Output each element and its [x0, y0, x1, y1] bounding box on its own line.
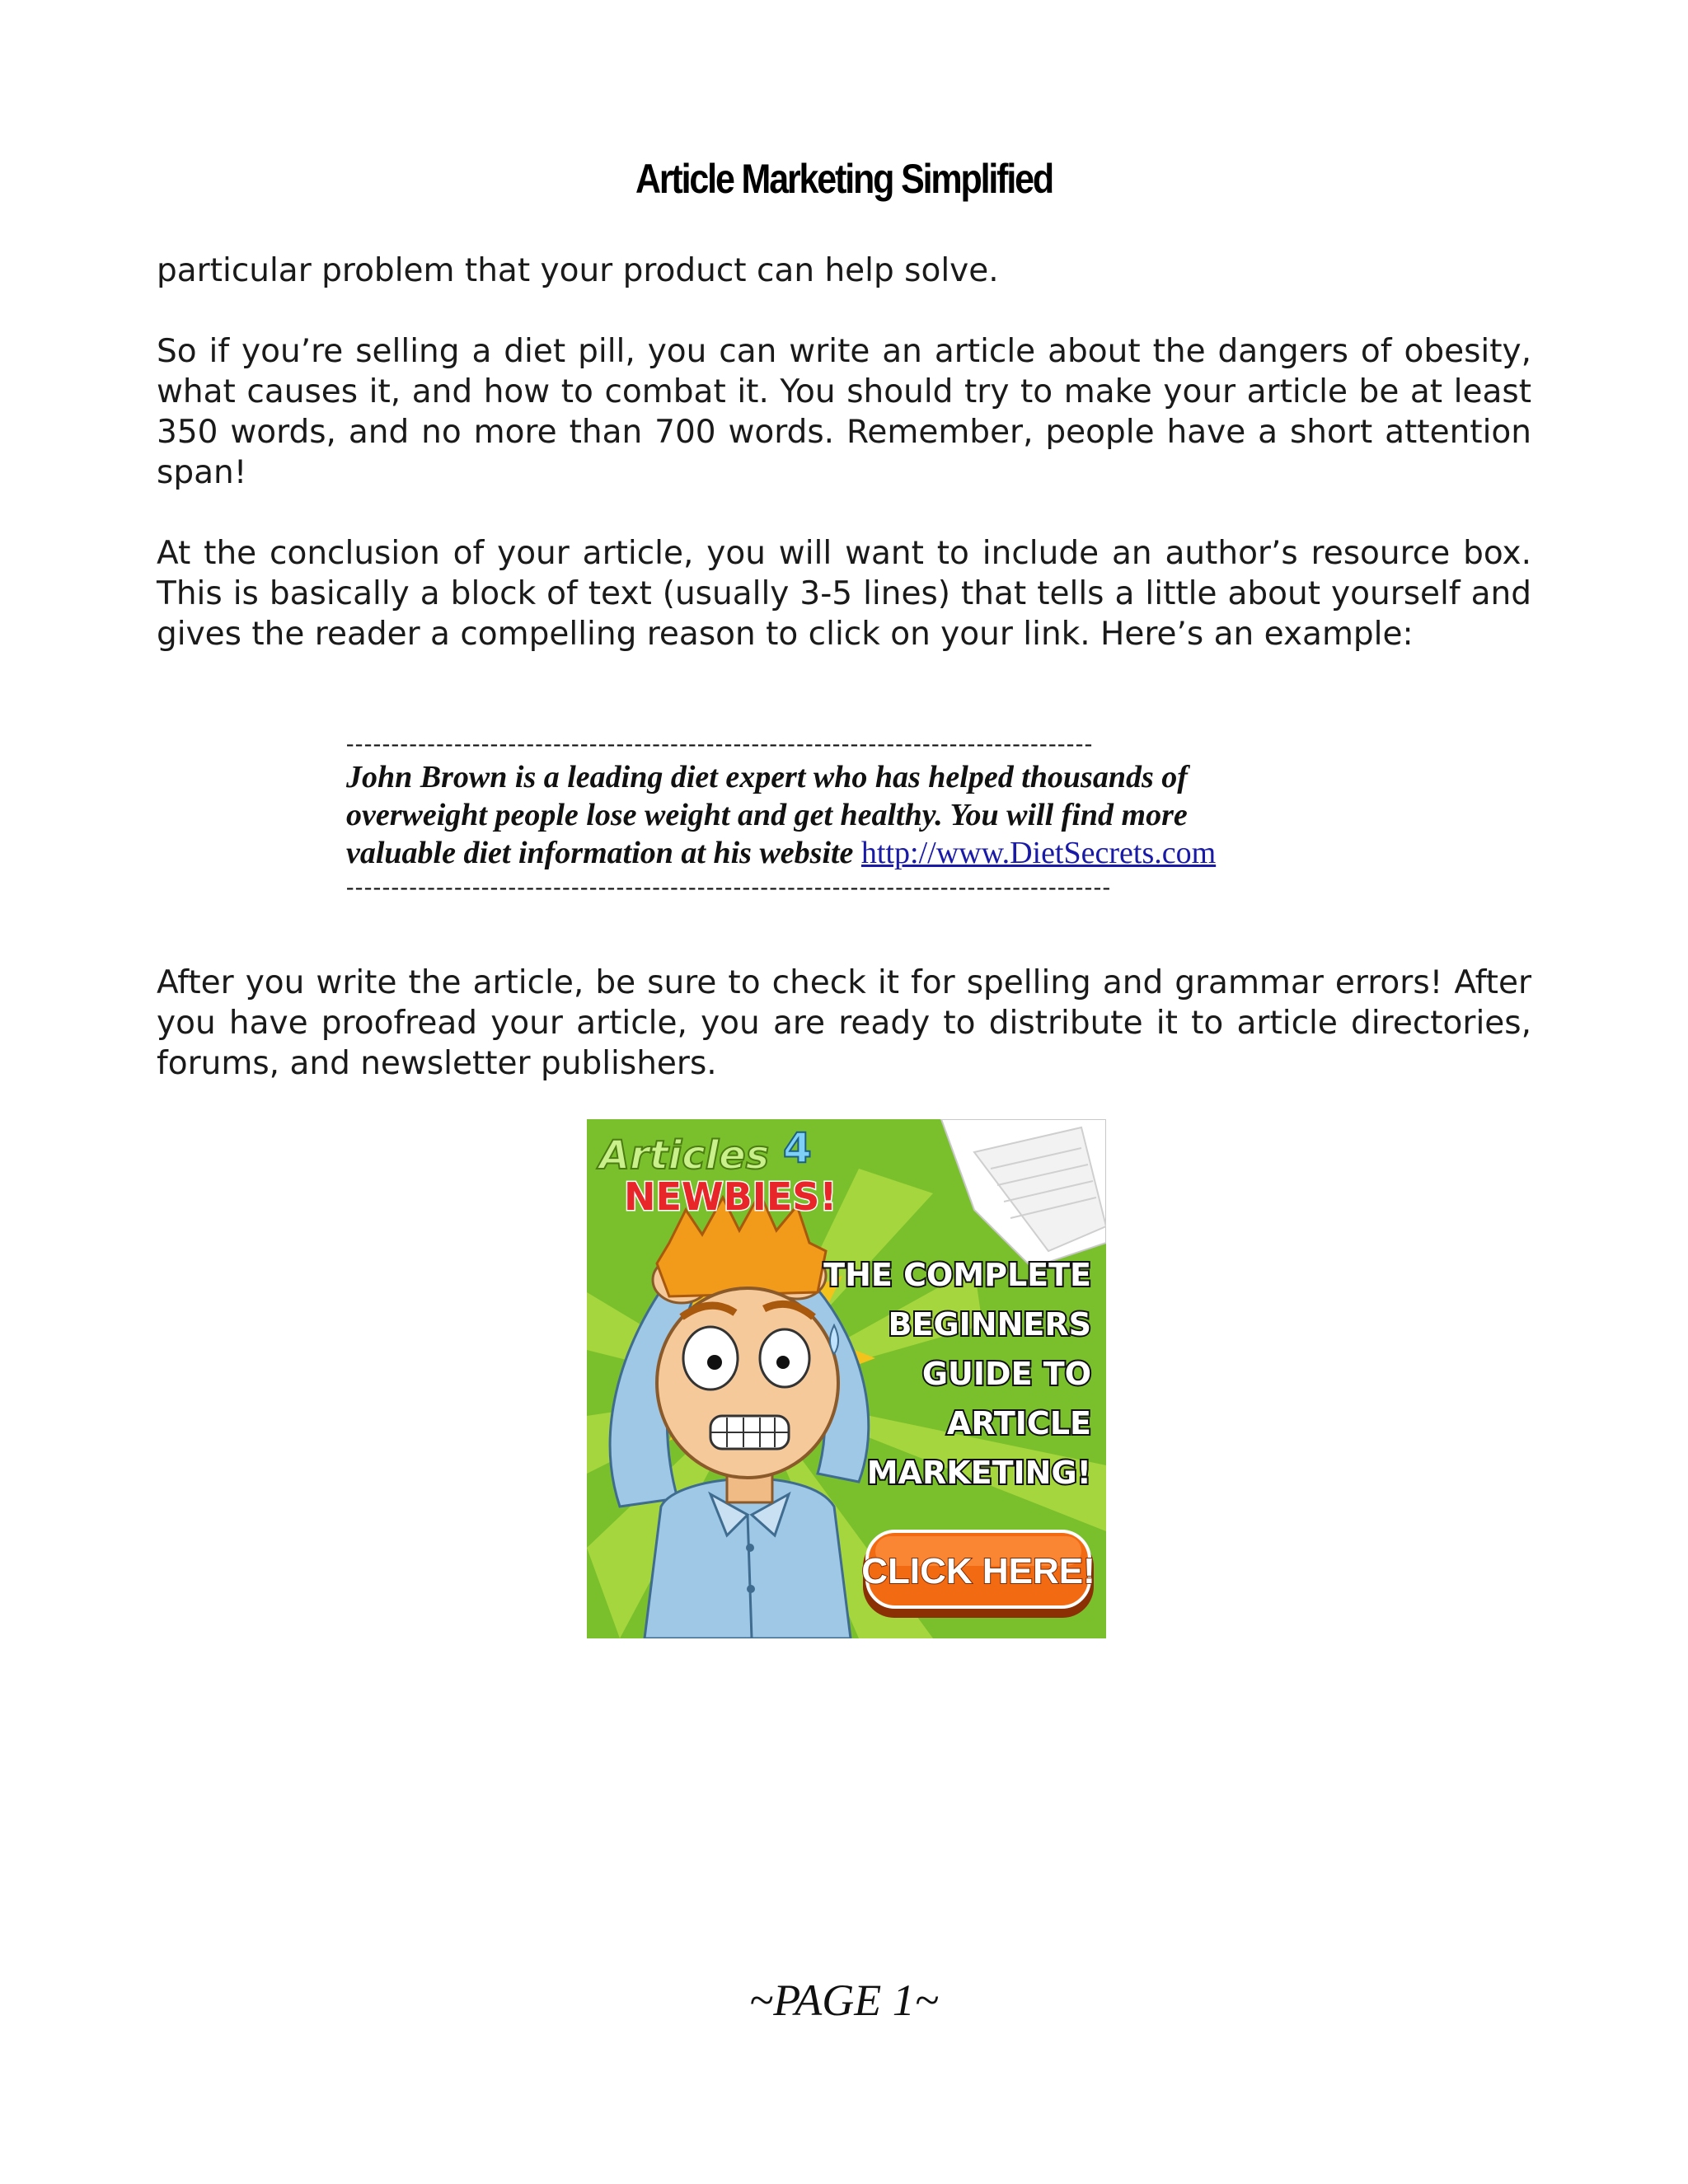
paragraph-proofread: After you write the article, be sure to check it for spelling and grammar errors! After you have proofread your article, you are ready to distribute it to article directories, forums, and newsletter publishers.: [157, 964, 1531, 1082]
banner-line-4: ARTICLE: [946, 1405, 1091, 1441]
banner-line-3: GUIDE TO: [921, 1356, 1091, 1392]
resource-box-link[interactable]: http://www.DietSecrets.com: [860, 836, 1217, 870]
click-here-button[interactable]: [861, 1531, 1095, 1618]
paragraph-intro: particular problem that your product can help solve.: [157, 252, 999, 289]
resource-box-top-divider: -----------------------------------------------------------------------------------: [346, 732, 1094, 757]
banner-line-2: BEGINNERS: [888, 1306, 1091, 1343]
author-resource-box: [346, 732, 1368, 900]
banner-line-5: MARKETING!: [866, 1455, 1091, 1491]
resource-box-bio: John Brown is a leading diet expert who has helped thousands of overweight people lose weight and get healthy. You will find more valuable diet information at his website: [346, 760, 1188, 870]
paragraph-diet-pill-example: So if you’re selling a diet pill, you can write an article about the dangers of obesity, what causes it, and how to combat it. You should try to make your article be at least 350 words, and no more than 700 words. Remember, people have a short attention span!: [157, 333, 1531, 491]
resource-box-text: [346, 758, 1286, 872]
click-here-label: CLICK HERE!: [861, 1551, 1095, 1591]
banner-line-1: THE COMPLETE: [823, 1257, 1091, 1293]
paragraph-resource-box: At the conclusion of your article, you will want to include an author’s resource box. This is basically a block of text (usually 3-5 lines) that tells a little about yourself and gives the reader a compelling reason to click on your link. Here’s an example:: [157, 535, 1531, 653]
page-title: Article Marketing Simplified: [635, 156, 1053, 202]
resource-box-bottom-divider: -------------------------------------------------------------------------------------: [346, 875, 1112, 900]
logo-newbies-text: NEWBIES!: [624, 1174, 837, 1219]
articles-4-newbies-logo: [596, 1124, 837, 1219]
articles-4-newbies-banner[interactable]: [587, 1119, 1106, 1638]
logo-number-text: 4: [783, 1124, 812, 1172]
page-number: ~PAGE 1~: [749, 1975, 939, 2025]
logo-articles-text: Articles: [599, 1132, 770, 1179]
